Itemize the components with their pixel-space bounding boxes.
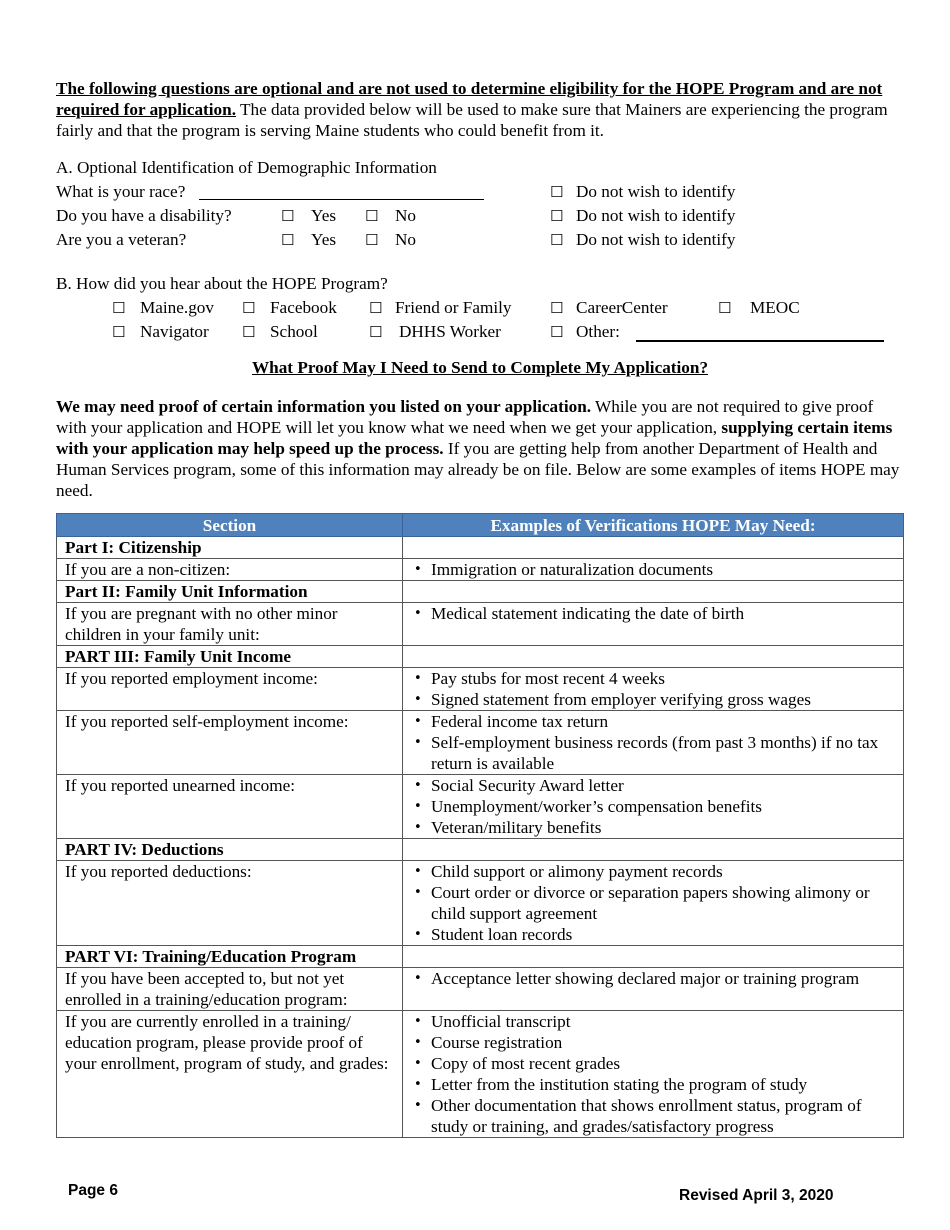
race-decline-option[interactable] [550,181,735,203]
option-label: School [270,322,318,341]
option-careercenter[interactable] [550,297,668,319]
checkbox-icon[interactable]: ☐ [242,323,256,341]
referral-row-2 [56,321,904,345]
list-item: • Self-employment business records (from past 3 months) if no tax return is available [411,732,895,774]
option-label: Navigator [140,322,209,341]
section-cell: If you reported deductions: [57,861,403,946]
table-row [57,603,904,646]
list-item: • Signed statement from employer verifying gross wages [411,689,895,710]
list-item: • Letter from the institution stating the program of study [411,1074,895,1095]
disability-yes-label: Yes [311,206,337,225]
table-section-row [57,537,904,559]
veteran-no-option[interactable] [365,229,416,251]
demographics-title [56,157,904,181]
checkbox-icon[interactable]: ☐ [550,183,564,201]
verification-cell [403,775,904,839]
verification-list [411,1011,895,1137]
other-input-line[interactable] [636,325,884,342]
verification-cell [403,839,904,861]
checkbox-icon[interactable]: ☐ [550,207,564,225]
disability-question: Do you have a disability? [56,206,232,225]
page-number: Page 6 [68,1182,118,1199]
verification-cell [403,1011,904,1138]
disability-decline-option[interactable] [550,205,735,227]
section-cell: Part I: Citizenship [57,537,403,559]
list-item: • Social Security Award letter [411,775,895,796]
checkbox-icon[interactable]: ☐ [281,231,295,249]
table-row [57,668,904,711]
demographics-title-text: A. Optional Identification of Demographic Information [56,158,437,177]
checkbox-icon[interactable]: ☐ [550,323,564,341]
race-input-line[interactable] [199,184,484,200]
option-label: DHHS Worker [399,322,501,341]
verification-list [411,603,895,624]
verification-cell [403,646,904,668]
intro-bold: The following questions are optional and are not used to determine eligibility for the HOPE Program and are not required for application. [56,79,883,119]
option-friend-family[interactable] [369,297,512,319]
veteran-yes-option[interactable] [281,229,336,251]
list-item: • Other documentation that shows enrollment status, program of study or training, and grades/satisfactory progress [411,1095,895,1137]
table-section-row [57,839,904,861]
page-content [56,78,904,1138]
revision-date: Revised April 3, 2020 [679,1187,834,1204]
list-item: • Federal income tax return [411,711,895,732]
section-cell: PART VI: Training/Education Program [57,946,403,968]
section-cell: If you are a non-citizen: [57,559,403,581]
verification-cell [403,603,904,646]
intro-text: The data provided below will be used to make sure that Mainers are experiencing the program fairly and that the program is serving Maine students who could benefit from it. [56,100,888,140]
proof-text-2: If you are getting help from another Department of Health and Human Services program, some of this information may already be on file. Below are some examples of items HOPE may need. [56,439,900,500]
disability-yes-option[interactable] [281,205,336,227]
race-question: What is your race? [56,182,186,201]
section-cell: If you have been accepted to, but not yet enrolled in a training/education program: [57,968,403,1011]
list-item: • Child support or alimony payment records [411,861,895,882]
list-item: • Student loan records [411,924,895,945]
option-other[interactable] [550,321,620,343]
disability-decline-label: Do not wish to identify [576,206,736,225]
checkbox-icon[interactable]: ☐ [550,231,564,249]
section-cell: PART III: Family Unit Income [57,646,403,668]
verification-cell [403,537,904,559]
proof-paragraph [56,396,904,501]
race-decline-label: Do not wish to identify [576,182,736,201]
veteran-question: Are you a veteran? [56,230,187,249]
proof-bold-1: We may need proof of certain information you listed on your application. [56,397,592,416]
option-maine-gov[interactable] [112,297,214,319]
race-row [56,181,904,205]
table-body [57,537,904,1138]
option-label: MEOC [750,298,800,317]
section-cell: If you reported self-employment income: [57,711,403,775]
veteran-row [56,229,904,253]
list-item: • Unemployment/worker’s compensation benefits [411,796,895,817]
referral-title [56,273,904,297]
intro-paragraph [56,78,904,141]
option-facebook[interactable] [242,297,337,319]
list-item: • Immigration or naturalization documents [411,559,895,580]
checkbox-icon[interactable]: ☐ [112,323,126,341]
proof-text-1: While you are not required to give proof with your application and HOPE will let you know what we need when we get your application, [56,397,874,437]
referral-title-text: B. How did you hear about the HOPE Program? [56,274,388,293]
list-item: • Court order or divorce or separation papers showing alimony or child support agreement [411,882,895,924]
option-meoc[interactable] [718,297,800,319]
option-label: Maine.gov [140,298,214,317]
section-cell: PART IV: Deductions [57,839,403,861]
list-item: • Unofficial transcript [411,1011,895,1032]
verification-cell [403,581,904,603]
table-header-row [57,514,904,537]
option-label: CareerCenter [576,298,668,317]
checkbox-icon[interactable]: ☐ [365,207,379,225]
veteran-no-label: No [395,230,417,249]
header-examples: Examples of Verifications HOPE May Need: [403,514,904,537]
verification-cell [403,861,904,946]
verification-cell [403,668,904,711]
verification-list [411,775,895,838]
referral-section [56,273,904,345]
option-label: Other: [576,322,620,341]
option-navigator[interactable] [112,321,209,343]
disability-no-label: No [395,206,417,225]
demographics-section [56,157,904,253]
verification-table [56,513,904,1138]
referral-row-1 [56,297,904,321]
table-row [57,861,904,946]
verification-list [411,861,895,945]
table-row [57,968,904,1011]
checkbox-icon[interactable]: ☐ [550,299,564,317]
section-cell: If you are pregnant with no other minor children in your family unit: [57,603,403,646]
checkbox-icon[interactable]: ☐ [365,231,379,249]
checkbox-icon[interactable]: ☐ [718,299,732,317]
veteran-decline-label: Do not wish to identify [576,230,736,249]
proof-bold-2: supplying certain items with your application may help speed up the process. [56,418,893,458]
checkbox-icon[interactable]: ☐ [369,299,383,317]
table-section-row [57,646,904,668]
section-cell: Part II: Family Unit Information [57,581,403,603]
section-cell: If you reported unearned income: [57,775,403,839]
option-dhhs-worker[interactable] [369,321,501,343]
list-item: • Course registration [411,1032,895,1053]
checkbox-icon[interactable]: ☐ [112,299,126,317]
table-row [57,711,904,775]
header-section: Section [57,514,403,537]
list-item: • Medical statement indicating the date of birth [411,603,895,624]
option-label: Friend or Family [395,298,512,317]
verification-list [411,668,895,710]
list-item: • Copy of most recent grades [411,1053,895,1074]
table-section-row [57,581,904,603]
verification-list [411,711,895,774]
disability-no-option[interactable] [365,205,416,227]
list-item: • Pay stubs for most recent 4 weeks [411,668,895,689]
checkbox-icon[interactable]: ☐ [281,207,295,225]
veteran-decline-option[interactable] [550,229,735,251]
veteran-yes-label: Yes [311,230,337,249]
checkbox-icon[interactable]: ☐ [369,323,383,341]
verification-cell [403,559,904,581]
option-label: Facebook [270,298,337,317]
verification-cell [403,711,904,775]
table-row [57,559,904,581]
disability-row [56,205,904,229]
proof-heading: What Proof May I Need to Send to Complete My Application? [251,358,709,377]
section-cell: If you are currently enrolled in a training/ education program, please provide proof of your enrollment, program of study, and grades: [57,1011,403,1138]
table-row [57,1011,904,1138]
verification-list [411,968,895,989]
section-cell: If you reported employment income: [57,668,403,711]
list-item: • Veteran/military benefits [411,817,895,838]
option-school[interactable] [242,321,318,343]
verification-cell [403,968,904,1011]
table-row [57,775,904,839]
verification-cell [403,946,904,968]
checkbox-icon[interactable]: ☐ [242,299,256,317]
table-section-row [57,946,904,968]
verification-list [411,559,895,580]
list-item: • Acceptance letter showing declared major or training program [411,968,895,989]
